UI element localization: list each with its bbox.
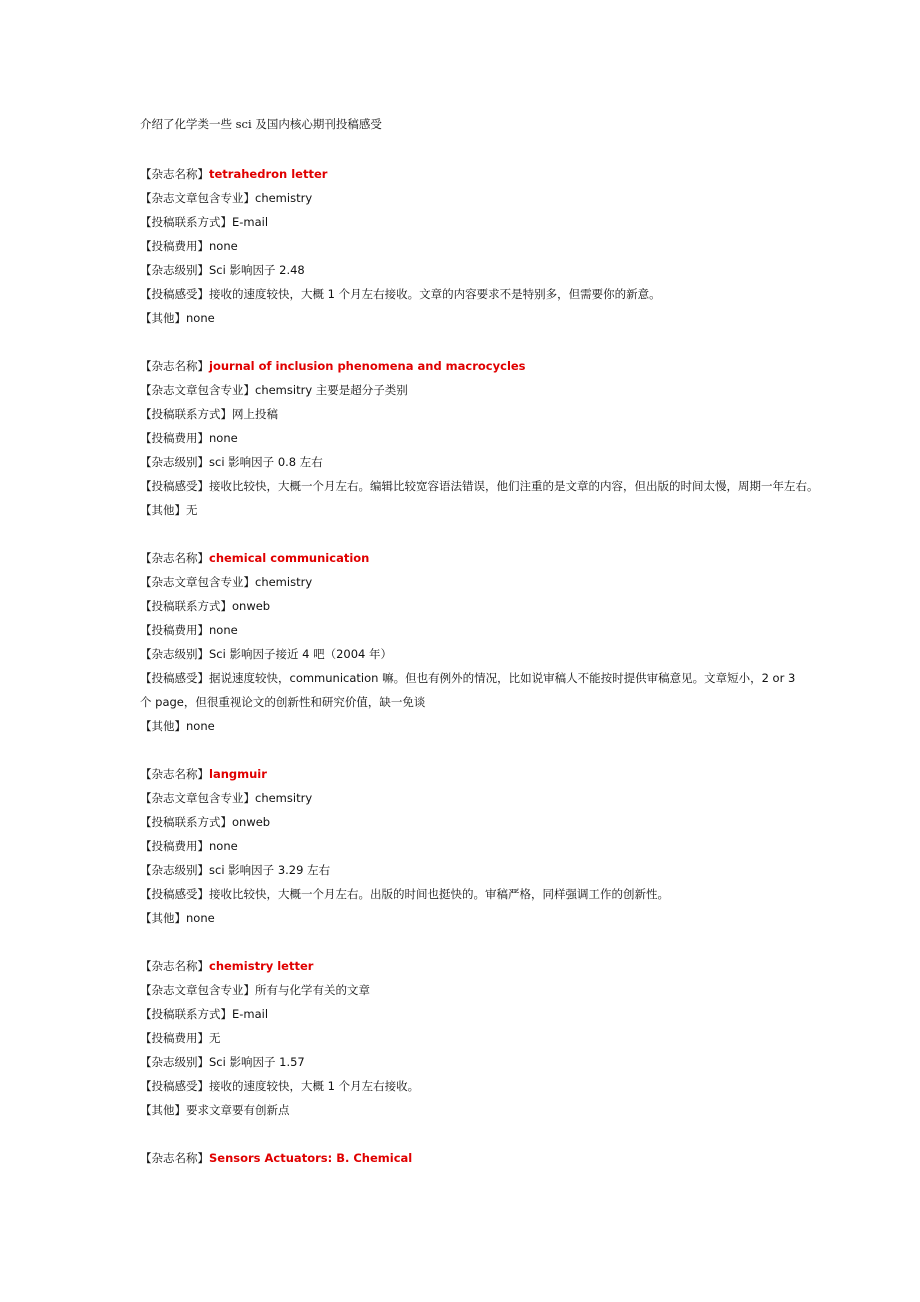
contact-label: 【投稿联系方式】 (140, 599, 232, 613)
name-label: 【杂志名称】 (140, 551, 209, 565)
field-label: 【杂志文章包含专业】 (140, 383, 255, 397)
other-value: none (186, 719, 215, 733)
feeling-line (140, 282, 800, 306)
field-line (140, 186, 800, 210)
contact-label: 【投稿联系方式】 (140, 407, 232, 421)
field-label: 【杂志文章包含专业】 (140, 791, 255, 805)
level-label: 【杂志级别】 (140, 1055, 209, 1069)
level-value: Sci 影响因子接近 4 吧（2004 年） (209, 647, 393, 661)
other-label: 【其他】 (140, 911, 186, 925)
field-line (140, 978, 800, 1002)
feeling-label: 【投稿感受】 (140, 287, 209, 301)
journal-name-line (140, 162, 800, 186)
fee-label: 【投稿费用】 (140, 239, 209, 253)
contact-line (140, 594, 800, 618)
level-label: 【杂志级别】 (140, 863, 209, 877)
contact-value: onweb (232, 815, 271, 829)
level-line (140, 858, 800, 882)
fee-line (140, 426, 800, 450)
fee-label: 【投稿费用】 (140, 1031, 209, 1045)
fee-line (140, 1026, 800, 1050)
level-label: 【杂志级别】 (140, 263, 209, 277)
fee-value: none (209, 623, 238, 637)
feeling-label: 【投稿感受】 (140, 671, 209, 685)
level-value: Sci 影响因子 1.57 (209, 1055, 305, 1069)
contact-line (140, 210, 800, 234)
fee-value: none (209, 431, 238, 445)
name-label: 【杂志名称】 (140, 959, 209, 973)
contact-line (140, 1002, 800, 1026)
name-label: 【杂志名称】 (140, 767, 209, 781)
fee-label: 【投稿费用】 (140, 431, 209, 445)
contact-value: 网上投稿 (232, 407, 278, 421)
contact-value: onweb (232, 599, 271, 613)
fee-value: 无 (209, 1031, 221, 1045)
feeling-label: 【投稿感受】 (140, 479, 209, 493)
level-label: 【杂志级别】 (140, 455, 209, 469)
fee-value: none (209, 839, 238, 853)
fee-label: 【投稿费用】 (140, 623, 209, 637)
level-line (140, 258, 800, 282)
other-value: none (186, 911, 215, 925)
level-label: 【杂志级别】 (140, 647, 209, 661)
other-label: 【其他】 (140, 719, 186, 733)
contact-line (140, 810, 800, 834)
feeling-value: 接收比较快，大概一个月左右。出版的时间也挺快的。审稿严格，同样强调工作的创新性。 (209, 887, 669, 901)
contact-value: E-mail (232, 1007, 269, 1021)
journal-entry (140, 546, 800, 738)
journal-entry (140, 954, 800, 1122)
feeling-label: 【投稿感受】 (140, 887, 209, 901)
journal-entry (140, 1146, 800, 1170)
other-line (140, 1098, 800, 1122)
journal-name-line (140, 354, 800, 378)
other-label: 【其他】 (140, 503, 186, 517)
other-line (140, 906, 800, 930)
level-value: Sci 影响因子 2.48 (209, 263, 305, 277)
field-line (140, 570, 800, 594)
field-value: chemsitry 主要是超分子类别 (255, 383, 408, 397)
journal-name-line (140, 762, 800, 786)
contact-value: E-mail (232, 215, 269, 229)
contact-label: 【投稿联系方式】 (140, 1007, 232, 1021)
other-line (140, 306, 800, 330)
other-label: 【其他】 (140, 1103, 186, 1117)
level-line (140, 450, 800, 474)
other-line (140, 714, 800, 738)
journal-name-line (140, 546, 800, 570)
field-label: 【杂志文章包含专业】 (140, 191, 255, 205)
fee-line (140, 234, 800, 258)
field-value: chemistry (255, 575, 313, 589)
name-label: 【杂志名称】 (140, 167, 209, 181)
fee-label: 【投稿费用】 (140, 839, 209, 853)
other-line (140, 498, 800, 522)
feeling-value: 据说速度较快，communication 嘛。但也有例外的情况，比如说审稿人不能按时提供审稿意见。文章短小，2 or 3 个 page，但很重视论文的创新性和研究价值，缺一免谈 (140, 671, 796, 709)
journal-name-line (140, 1146, 800, 1170)
journal-name: chemical communication (209, 551, 370, 565)
document-page (140, 114, 819, 1194)
contact-label: 【投稿联系方式】 (140, 215, 232, 229)
level-line (140, 1050, 800, 1074)
field-line (140, 786, 800, 810)
field-value: 所有与化学有关的文章 (255, 983, 370, 997)
feeling-line (140, 666, 800, 714)
journal-name: langmuir (209, 767, 267, 781)
field-label: 【杂志文章包含专业】 (140, 575, 255, 589)
level-value: sci 影响因子 3.29 左右 (209, 863, 331, 877)
feeling-line (140, 474, 819, 498)
level-value: sci 影响因子 0.8 左右 (209, 455, 323, 469)
journal-entry (140, 762, 800, 930)
journal-name: Sensors Actuators: B. Chemical (209, 1151, 413, 1165)
journal-name-line (140, 954, 800, 978)
other-label: 【其他】 (140, 311, 186, 325)
contact-line (140, 402, 800, 426)
intro-text: 介绍了化学类一些 sci 及国内核心期刊投稿感受 (140, 117, 382, 131)
name-label: 【杂志名称】 (140, 359, 209, 373)
contact-label: 【投稿联系方式】 (140, 815, 232, 829)
journal-entry (140, 354, 819, 522)
journal-name: tetrahedron letter (209, 167, 328, 181)
feeling-value: 接收的速度较快，大概 1 个月左右接收。 (209, 1079, 420, 1093)
other-value: 无 (186, 503, 198, 517)
journal-name: chemistry letter (209, 959, 314, 973)
journal-name: journal of inclusion phenomena and macrocycles (209, 359, 526, 373)
fee-value: none (209, 239, 238, 253)
journal-entry (140, 162, 800, 330)
field-line (140, 378, 800, 402)
fee-line (140, 618, 800, 642)
other-value: none (186, 311, 215, 325)
name-label: 【杂志名称】 (140, 1151, 209, 1165)
field-value: chemistry (255, 191, 313, 205)
level-line (140, 642, 800, 666)
other-value: 要求文章要有创新点 (186, 1103, 290, 1117)
feeling-value: 接收的速度较快，大概 1 个月左右接收。文章的内容要求不是特别多，但需要你的新意。 (209, 287, 661, 301)
field-value: chemsitry (255, 791, 313, 805)
feeling-line (140, 882, 800, 906)
feeling-line (140, 1074, 800, 1098)
feeling-label: 【投稿感受】 (140, 1079, 209, 1093)
field-label: 【杂志文章包含专业】 (140, 983, 255, 997)
fee-line (140, 834, 800, 858)
feeling-value: 接收比较快，大概一个月左右。编辑比较宽容语法错误，他们注重的是文章的内容，但出版的时间太慢，周期一年左右。 (209, 479, 819, 493)
